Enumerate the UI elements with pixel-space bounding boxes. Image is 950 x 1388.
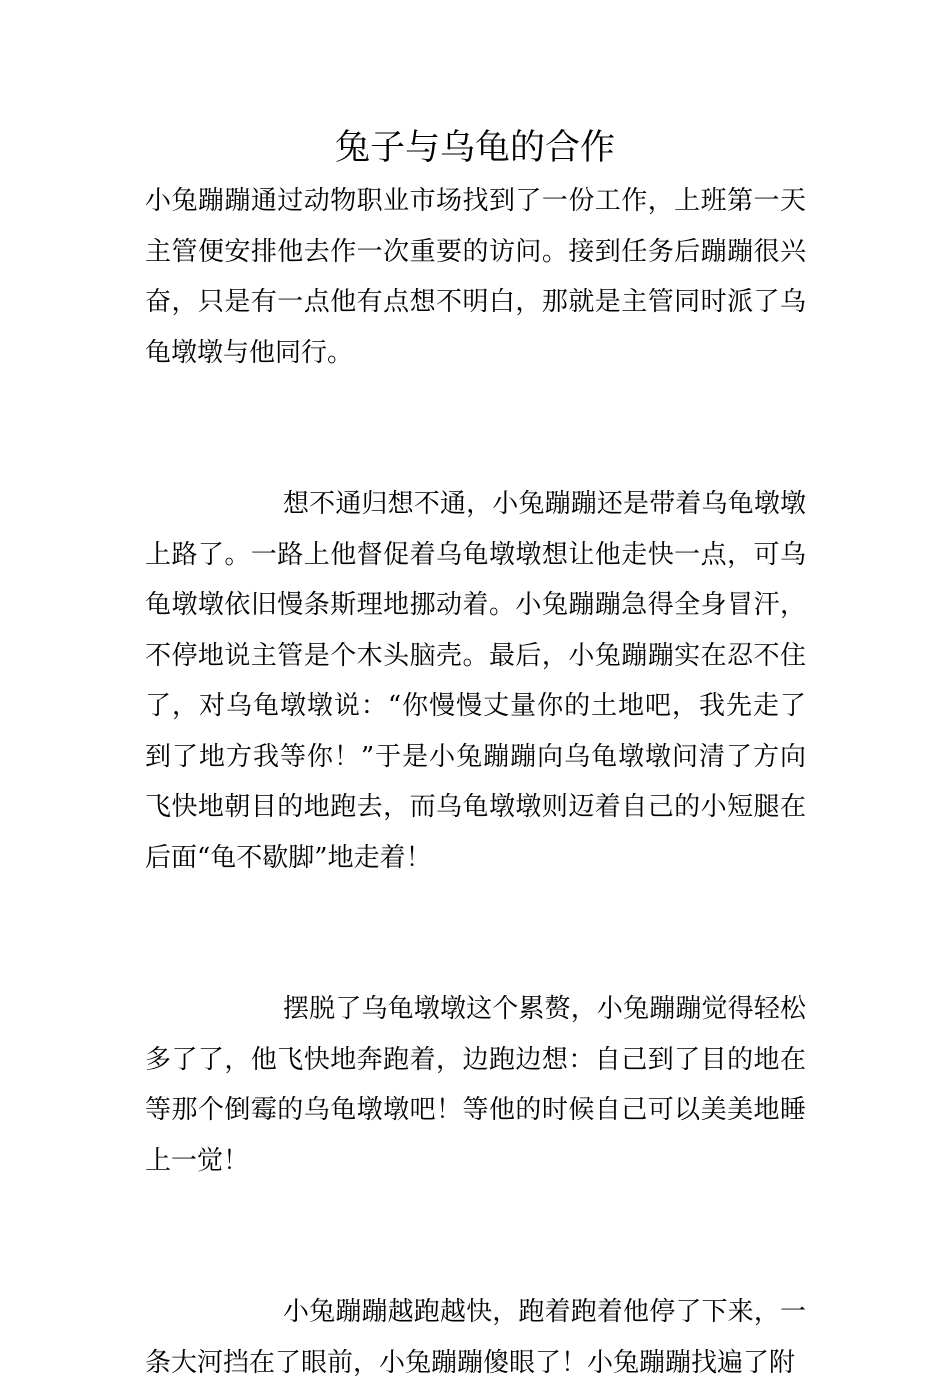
paragraph-gap xyxy=(145,378,806,479)
paragraph-gap xyxy=(145,1186,806,1287)
paragraph-3: 摆脱了乌龟墩墩这个累赘，小兔蹦蹦觉得轻松多了了，他飞快地奔跑着，边跑边想：自己到了目的地在等那个倒霉的乌龟墩墩吧！等他的时候自己可以美美地睡上一觉！ xyxy=(145,994,806,1176)
paragraph-gap xyxy=(145,883,806,984)
document-body xyxy=(145,176,806,1388)
paragraph-4: 小兔蹦蹦越跑越快，跑着跑着他停了下来，一条大河挡在了眼前，小兔蹦蹦傻眼了！小兔蹦蹦找遍了附 xyxy=(145,1297,806,1378)
paragraph-1: 小兔蹦蹦通过动物职业市场找到了一份工作，上班第一天主管便安排他去作一次重要的访问。接到任务后蹦蹦很兴奋，只是有一点他有点想不明白，那就是主管同时派了乌龟墩墩与他同行。 xyxy=(145,186,806,368)
document-title: 兔子与乌龟的合作 xyxy=(334,128,615,168)
paragraph-2: 想不通归想不通，小兔蹦蹦还是带着乌龟墩墩上路了。一路上他督促着乌龟墩墩想让他走快一点，可乌龟墩墩依旧慢条斯理地挪动着。小兔蹦蹦急得全身冒汗，不停地说主管是个木头脑壳。最后，小兔蹦蹦实在忍不住了，对乌龟墩墩说：“你慢慢丈量你的土地吧，我先走了到了地方我等你！”于是小兔蹦蹦向乌龟墩墩问清了方向飞快地朝目的地跑去，而乌龟墩墩则迈着自己的小短腿在后面“龟不歇脚”地走着！ xyxy=(145,489,806,873)
